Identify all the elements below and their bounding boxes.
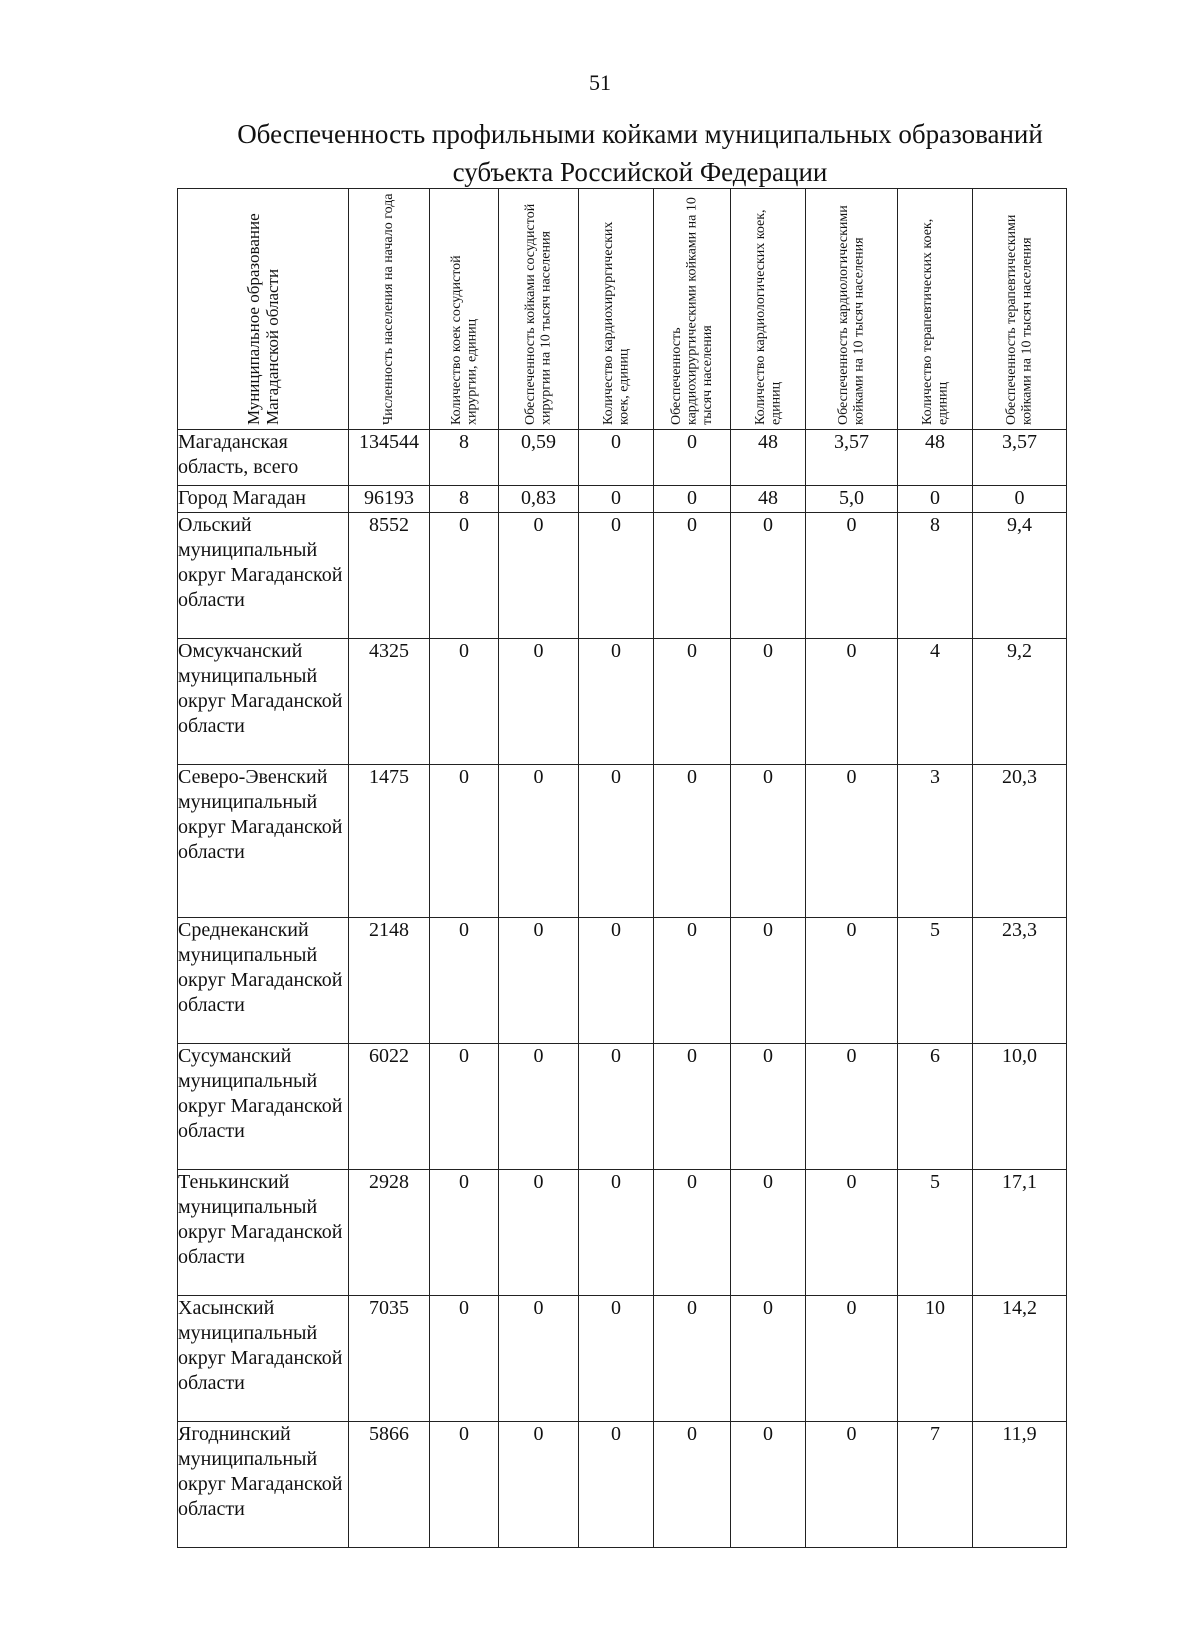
table-row — [178, 513, 1067, 639]
table-cell: 134544 — [349, 430, 430, 486]
municipality-name: Ягоднинский муниципальный округ Магаданской области — [178, 1422, 349, 1548]
header-cell-cardiology-beds: Количество кардиологических коек, единиц — [731, 189, 806, 430]
table-cell: 0 — [654, 639, 731, 765]
table-cell: 7 — [898, 1422, 973, 1548]
municipality-name: Тенькинский муниципальный округ Магаданской области — [178, 1170, 349, 1296]
table-cell: 0 — [654, 1044, 731, 1170]
beds-table — [177, 188, 1067, 1548]
table-cell: 0 — [579, 765, 654, 918]
header-cell-therapy-ratio: Обеспеченность терапевтическими койками на 10 тысяч населения — [973, 189, 1067, 430]
table-cell: 9,4 — [973, 513, 1067, 639]
table-cell: 3,57 — [806, 430, 898, 486]
municipality-name: Магаданская область, всего — [178, 430, 349, 486]
table-row — [178, 430, 1067, 486]
table-cell: 10 — [898, 1296, 973, 1422]
header-cell-cardiosurgery-beds: Количество кардиохирургических коек, единиц — [579, 189, 654, 430]
table-cell: 3 — [898, 765, 973, 918]
table-cell: 5 — [898, 1170, 973, 1296]
table-cell: 0 — [499, 765, 579, 918]
header-cell-therapy-beds: Количество терапевтических коек, единиц — [898, 189, 973, 430]
table-cell: 2148 — [349, 918, 430, 1044]
table-cell: 0 — [806, 765, 898, 918]
table-cell: 0 — [806, 1296, 898, 1422]
document-title — [150, 115, 1130, 191]
table-cell: 0 — [898, 486, 973, 513]
table-cell: 0 — [430, 765, 499, 918]
table-cell: 0 — [499, 1422, 579, 1548]
table-row — [178, 1170, 1067, 1296]
table-cell: 0 — [430, 1170, 499, 1296]
table-cell: 5866 — [349, 1422, 430, 1548]
header-cell-population: Численность населения на начало года — [349, 189, 430, 430]
table-cell: 7035 — [349, 1296, 430, 1422]
table-cell: 0 — [430, 918, 499, 1044]
table-cell: 48 — [731, 430, 806, 486]
table-cell: 0 — [579, 1422, 654, 1548]
table-cell: 0 — [430, 639, 499, 765]
table-cell: 0 — [579, 1296, 654, 1422]
table-cell: 4325 — [349, 639, 430, 765]
title-line-1: Обеспеченность профильными койками муниципальных образований — [237, 119, 1043, 149]
header-cell-municipality: Муниципальное образование Магаданской области — [178, 189, 349, 430]
header-cell-cardiosurgery-ratio: Обеспеченность кардиохирургическими койками на 10 тысяч населения — [654, 189, 731, 430]
table-cell: 0 — [430, 1296, 499, 1422]
table-cell: 0 — [806, 1170, 898, 1296]
table-cell: 5,0 — [806, 486, 898, 513]
table-cell: 0 — [731, 1044, 806, 1170]
table-cell: 5 — [898, 918, 973, 1044]
table-cell: 2928 — [349, 1170, 430, 1296]
table-cell: 0 — [806, 1044, 898, 1170]
municipality-name: Северо-Эвенский муниципальный округ Магаданской области — [178, 765, 349, 918]
table-cell: 10,0 — [973, 1044, 1067, 1170]
table-cell: 0 — [654, 918, 731, 1044]
table-cell: 11,9 — [973, 1422, 1067, 1548]
table-cell: 0,59 — [499, 430, 579, 486]
table-cell: 20,3 — [973, 765, 1067, 918]
table-cell: 0 — [499, 1044, 579, 1170]
table-cell: 0 — [654, 1422, 731, 1548]
table-cell: 0 — [731, 639, 806, 765]
table-cell: 0 — [654, 513, 731, 639]
table-cell: 0 — [499, 1170, 579, 1296]
municipality-name: Сусуманский муниципальный округ Магаданской области — [178, 1044, 349, 1170]
table-cell: 1475 — [349, 765, 430, 918]
table-cell: 0 — [499, 918, 579, 1044]
municipality-name: Среднеканский муниципальный округ Магаданской области — [178, 918, 349, 1044]
table-cell: 48 — [731, 486, 806, 513]
table-cell: 0 — [579, 430, 654, 486]
table-row — [178, 1296, 1067, 1422]
table-cell: 0 — [430, 513, 499, 639]
table-cell: 0,83 — [499, 486, 579, 513]
table-cell: 9,2 — [973, 639, 1067, 765]
table-cell: 0 — [579, 486, 654, 513]
table-cell: 0 — [499, 639, 579, 765]
table-cell: 0 — [731, 513, 806, 639]
table-cell: 0 — [806, 513, 898, 639]
table-row — [178, 918, 1067, 1044]
table-cell: 8552 — [349, 513, 430, 639]
table-cell: 0 — [973, 486, 1067, 513]
table-cell: 8 — [430, 430, 499, 486]
table-cell: 8 — [430, 486, 499, 513]
table-cell: 0 — [654, 486, 731, 513]
table-cell: 96193 — [349, 486, 430, 513]
table-row — [178, 486, 1067, 513]
table-cell: 0 — [731, 1170, 806, 1296]
table-cell: 0 — [731, 1422, 806, 1548]
table-cell: 14,2 — [973, 1296, 1067, 1422]
table-cell: 48 — [898, 430, 973, 486]
table-cell: 0 — [654, 1170, 731, 1296]
table-cell: 0 — [654, 430, 731, 486]
header-cell-vascular-beds: Количество коек сосудистой хирургии, единиц — [430, 189, 499, 430]
table-cell: 17,1 — [973, 1170, 1067, 1296]
table-cell: 0 — [579, 513, 654, 639]
header-cell-cardiology-ratio: Обеспеченность кардиологическими койками на 10 тысяч населения — [806, 189, 898, 430]
municipality-name: Омсукчанский муниципальный округ Магаданской области — [178, 639, 349, 765]
page-number: 51 — [589, 70, 611, 95]
table-cell: 0 — [654, 1296, 731, 1422]
table-cell: 6 — [898, 1044, 973, 1170]
table-cell: 0 — [806, 639, 898, 765]
table-cell: 0 — [430, 1422, 499, 1548]
table-cell: 0 — [499, 1296, 579, 1422]
table-row — [178, 765, 1067, 918]
header-row — [178, 189, 1067, 430]
table-row — [178, 1422, 1067, 1548]
table-cell: 23,3 — [973, 918, 1067, 1044]
table-cell: 6022 — [349, 1044, 430, 1170]
municipality-name: Ольский муниципальный округ Магаданской области — [178, 513, 349, 639]
table-cell: 0 — [499, 513, 579, 639]
table-cell: 3,57 — [973, 430, 1067, 486]
table-cell: 0 — [731, 918, 806, 1044]
table-cell: 0 — [430, 1044, 499, 1170]
title-line-2: субъекта Российской Федерации — [452, 157, 828, 187]
table-cell: 0 — [579, 639, 654, 765]
table-cell: 0 — [579, 918, 654, 1044]
municipality-name: Город Магадан — [178, 486, 349, 513]
table-cell: 0 — [731, 1296, 806, 1422]
table-cell: 4 — [898, 639, 973, 765]
municipality-name: Хасынский муниципальный округ Магаданской области — [178, 1296, 349, 1422]
header-cell-vascular-ratio: Обеспеченность койками сосудистой хирургии на 10 тысяч населения — [499, 189, 579, 430]
table-row — [178, 1044, 1067, 1170]
table-cell: 0 — [579, 1170, 654, 1296]
table-row — [178, 639, 1067, 765]
table-cell: 0 — [654, 765, 731, 918]
table-cell: 8 — [898, 513, 973, 639]
table-cell: 0 — [731, 765, 806, 918]
table-cell: 0 — [579, 1044, 654, 1170]
table-cell: 0 — [806, 918, 898, 1044]
table-cell: 0 — [806, 1422, 898, 1548]
